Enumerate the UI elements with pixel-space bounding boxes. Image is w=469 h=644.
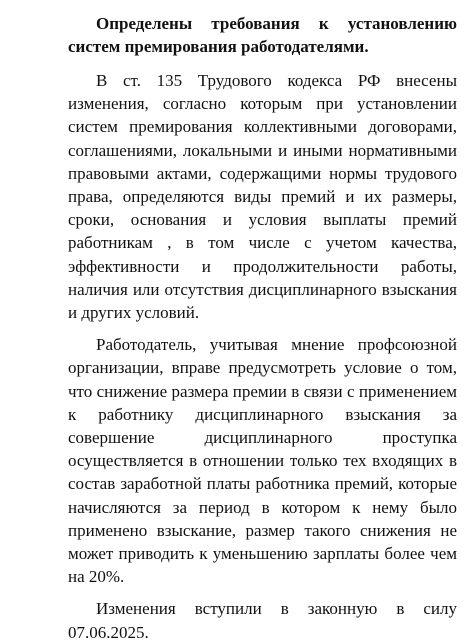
document-title: Определены требования к установлению систем премирования работодателями. — [68, 14, 457, 56]
paragraph-employer-rights: Работодатель, учитывая мнение профсоюзной организации, вправе предусмотреть условие о том, что снижение размера премии в связи с применением к работнику дисциплинарного взыскания за совершение дисциплинарного проступка осуществляется в отношении только тех входящих в состав заработной платы работника премий, которые начисляются за период в котором к нему было применено взыскание, размер такого снижения не может приводить к уменьшению зарплаты более чем на 20%. — [68, 335, 457, 587]
paragraph-amendments: В ст. 135 Трудового кодекса РФ внесены изменения, согласно которым при установлении систем премирования коллективными договорами, соглашениями, локальными и иными нормативными правовыми актами, содержащими нормы трудового права, определяются виды премий и их размеры, сроки, основания и условия выплаты премий работникам , в том числе с учетом качества, эффективности и продолжительности работы, наличия или отсутствия дисциплинарного взыскания и других условий. — [68, 71, 457, 323]
paragraph-effective-date: Изменения вступили в законную в силу 07.06.2025. — [68, 599, 457, 642]
